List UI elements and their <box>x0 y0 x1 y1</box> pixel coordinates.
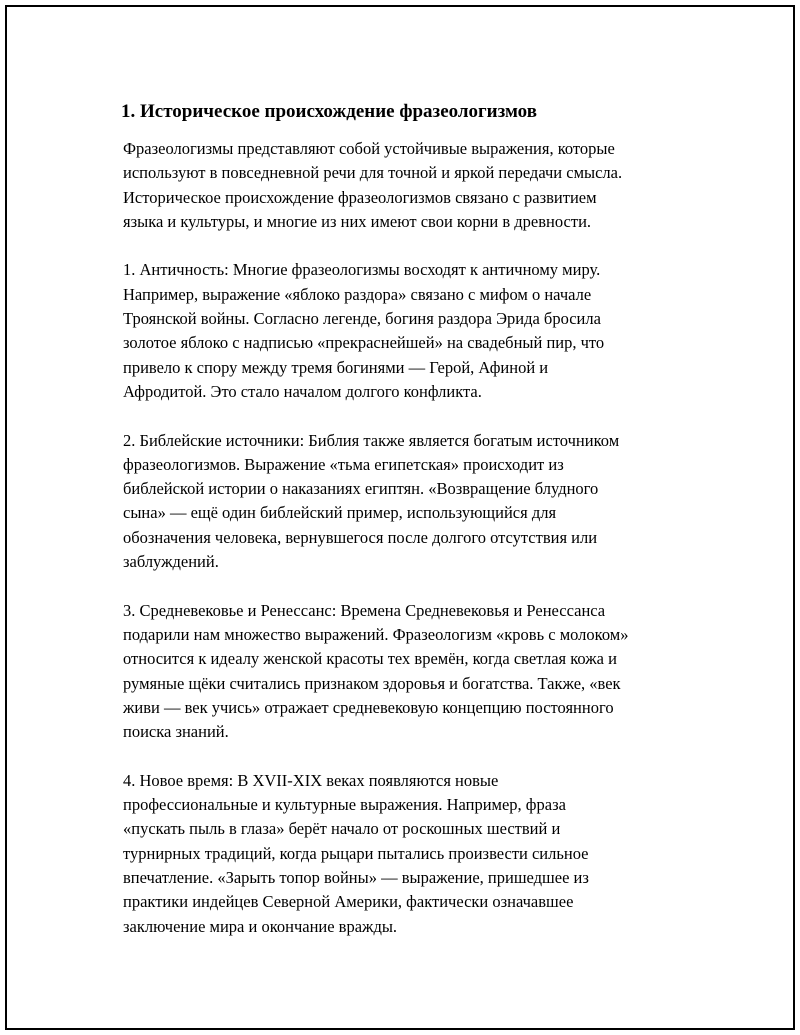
text-line: заключение мира и окончание вражды. <box>123 916 398 936</box>
text-line: Например, выражение «яблоко раздора» связано с мифом о начале <box>123 284 592 304</box>
text-line: подарили нам множество выражений. Фразеологизм «кровь с молоком» <box>123 624 629 644</box>
text-line: библейской истории о наказаниях египтян. «Возвращение блудного <box>123 479 599 499</box>
paragraph-medieval <box>123 599 708 745</box>
text-line: Фразеологизмы представляют собой устойчивые выражения, которые <box>123 139 615 158</box>
text-line: поиска знаний. <box>123 722 229 742</box>
text-line: обозначения человека, вернувшегося после долгого отсутствия или <box>123 527 598 547</box>
text-line: 4. Новое время: В XVII-XIX веках появляются новые <box>123 770 499 790</box>
paragraph-biblical <box>123 429 708 575</box>
text-line: Историческое происхождение фразеологизмов связано с развитием <box>123 187 597 207</box>
text-line: 1. Античность: Многие фразеологизмы восходят к античному миру. <box>123 260 601 280</box>
text-line: живи — век учись» отражает средневековую концепцию постоянного <box>123 697 614 717</box>
text-line: заблуждений. <box>123 552 219 572</box>
text-line: 2. Библейские источники: Библия также является богатым источником <box>123 430 620 450</box>
text-line: фразеологизмов. Выражение «тьма египетская» происходит из <box>123 454 564 474</box>
text-line: практики индейцев Северной Америки, фактически означавшее <box>123 892 574 912</box>
page-frame <box>5 5 795 1030</box>
text-line: румяные щёки считались признаком здоровья и богатства. Также, «век <box>123 673 621 693</box>
text-line: золотое яблоко с надписью «прекраснейшей» на свадебный пир, что <box>123 333 605 353</box>
text-line: 3. Средневековье и Ренессанс: Времена Средневековья и Ренессанса <box>123 600 606 620</box>
text-line: сына» — ещё один библейский пример, использующийся для <box>123 503 557 523</box>
text-line: впечатление. «Зарыть топор войны» — выражение, пришедшее из <box>123 867 589 887</box>
text-line: привело к спору между тремя богинями — Герой, Афиной и <box>123 357 549 377</box>
text-line: Афродитой. Это стало началом долгого конфликта. <box>123 381 482 401</box>
text-line: относится к идеалу женской красоты тех времён, когда светлая кожа и <box>123 649 617 669</box>
paragraph-modern <box>123 769 708 939</box>
page-title: 1. Историческое происхождение фразеологизмов <box>121 101 537 122</box>
document-body <box>118 99 708 963</box>
paragraph-intro <box>123 137 708 234</box>
text-line: «пускать пыль в глаза» берёт начало от роскошных шествий и <box>123 819 561 839</box>
text-line: используют в повседневной речи для точной и яркой передачи смысла. <box>123 163 623 183</box>
text-line: турнирных традиций, когда рыцари пытались произвести сильное <box>123 843 589 863</box>
text-line: языка и культуры, и многие из них имеют свои корни в древности. <box>123 211 592 231</box>
text-line: профессиональные и культурные выражения. Например, фраза <box>123 795 566 815</box>
text-line: Троянской войны. Согласно легенде, богиня раздора Эрида бросила <box>123 309 601 329</box>
paragraph-antiquity <box>123 258 708 404</box>
